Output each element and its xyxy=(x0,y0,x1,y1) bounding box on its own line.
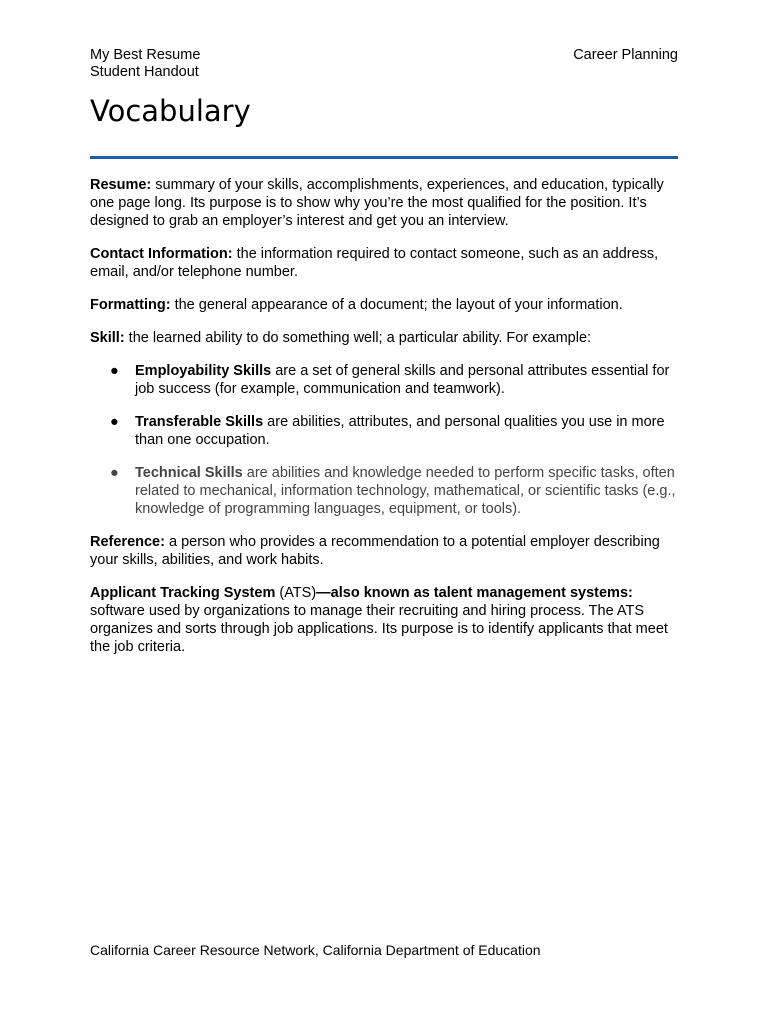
term-definition: the general appearance of a document; the layout of your information. xyxy=(170,297,623,313)
term-definition: the learned ability to do something well; a particular ability. For example: xyxy=(124,330,592,346)
skill-definition: are a set of general skills and personal attributes essential for job success (for example, communication and teamwork). xyxy=(135,363,670,397)
skill-term: Technical Skills xyxy=(135,465,243,481)
term-label: Formatting: xyxy=(90,297,171,313)
term-formatting xyxy=(90,296,680,314)
term-label-suffix: —also known as talent management systems: xyxy=(316,585,633,601)
page-title: Vocabulary xyxy=(90,94,251,128)
skill-term: Employability Skills xyxy=(135,363,272,379)
term-resume xyxy=(90,176,680,230)
term-reference xyxy=(90,533,680,569)
list-item xyxy=(90,464,680,518)
bullet-icon: ● xyxy=(110,414,119,430)
header-left xyxy=(90,47,200,81)
skill-definition: are abilities and knowledge needed to perform specific tasks, often related to mechanical, information technology, mathematical, or scientific tasks (e.g., knowledge of programming languages, equipment, or tools). xyxy=(135,465,676,517)
term-definition: the information required to contact someone, such as an address, email, and/or telephone number. xyxy=(90,246,659,280)
term-label: Applicant Tracking System xyxy=(90,585,276,601)
skill-definition: are abilities, attributes, and personal qualities you use in more than one occupation. xyxy=(135,414,665,448)
term-label: Reference: xyxy=(90,534,165,550)
vocabulary-list xyxy=(90,176,680,671)
term-ats xyxy=(90,584,680,656)
title-divider xyxy=(90,156,678,159)
term-skill xyxy=(90,329,680,347)
list-item xyxy=(90,362,680,398)
list-item xyxy=(90,413,680,449)
term-label: Contact Information: xyxy=(90,246,233,262)
term-definition: a person who provides a recommendation to a potential employer describing your skills, abilities, and work habits. xyxy=(90,534,660,568)
term-contact-information xyxy=(90,245,680,281)
term-label: Skill: xyxy=(90,330,125,346)
term-abbreviation: (ATS) xyxy=(275,585,317,601)
handout-subtitle: Student Handout xyxy=(90,64,199,80)
page-header xyxy=(90,47,678,81)
page-footer: California Career Resource Network, California Department of Education xyxy=(90,942,541,958)
bullet-icon: ● xyxy=(110,363,119,379)
bullet-icon: ● xyxy=(110,465,119,481)
course-name: Career Planning xyxy=(573,47,678,63)
term-label: Resume: xyxy=(90,177,152,193)
handout-title: My Best Resume xyxy=(90,47,201,63)
term-definition: software used by organizations to manage their recruiting and hiring process. The ATS organizes and sorts through job applications. Its purpose is to identify applicants that meet the job criteria. xyxy=(90,603,668,655)
skills-list xyxy=(90,362,680,518)
term-definition: summary of your skills, accomplishments, experiences, and education, typically one page long. Its purpose is to show why you’re the most qualified for the position. It’s designed to grab an employer’s interest and get you an interview. xyxy=(90,177,664,229)
skill-term: Transferable Skills xyxy=(135,414,264,430)
